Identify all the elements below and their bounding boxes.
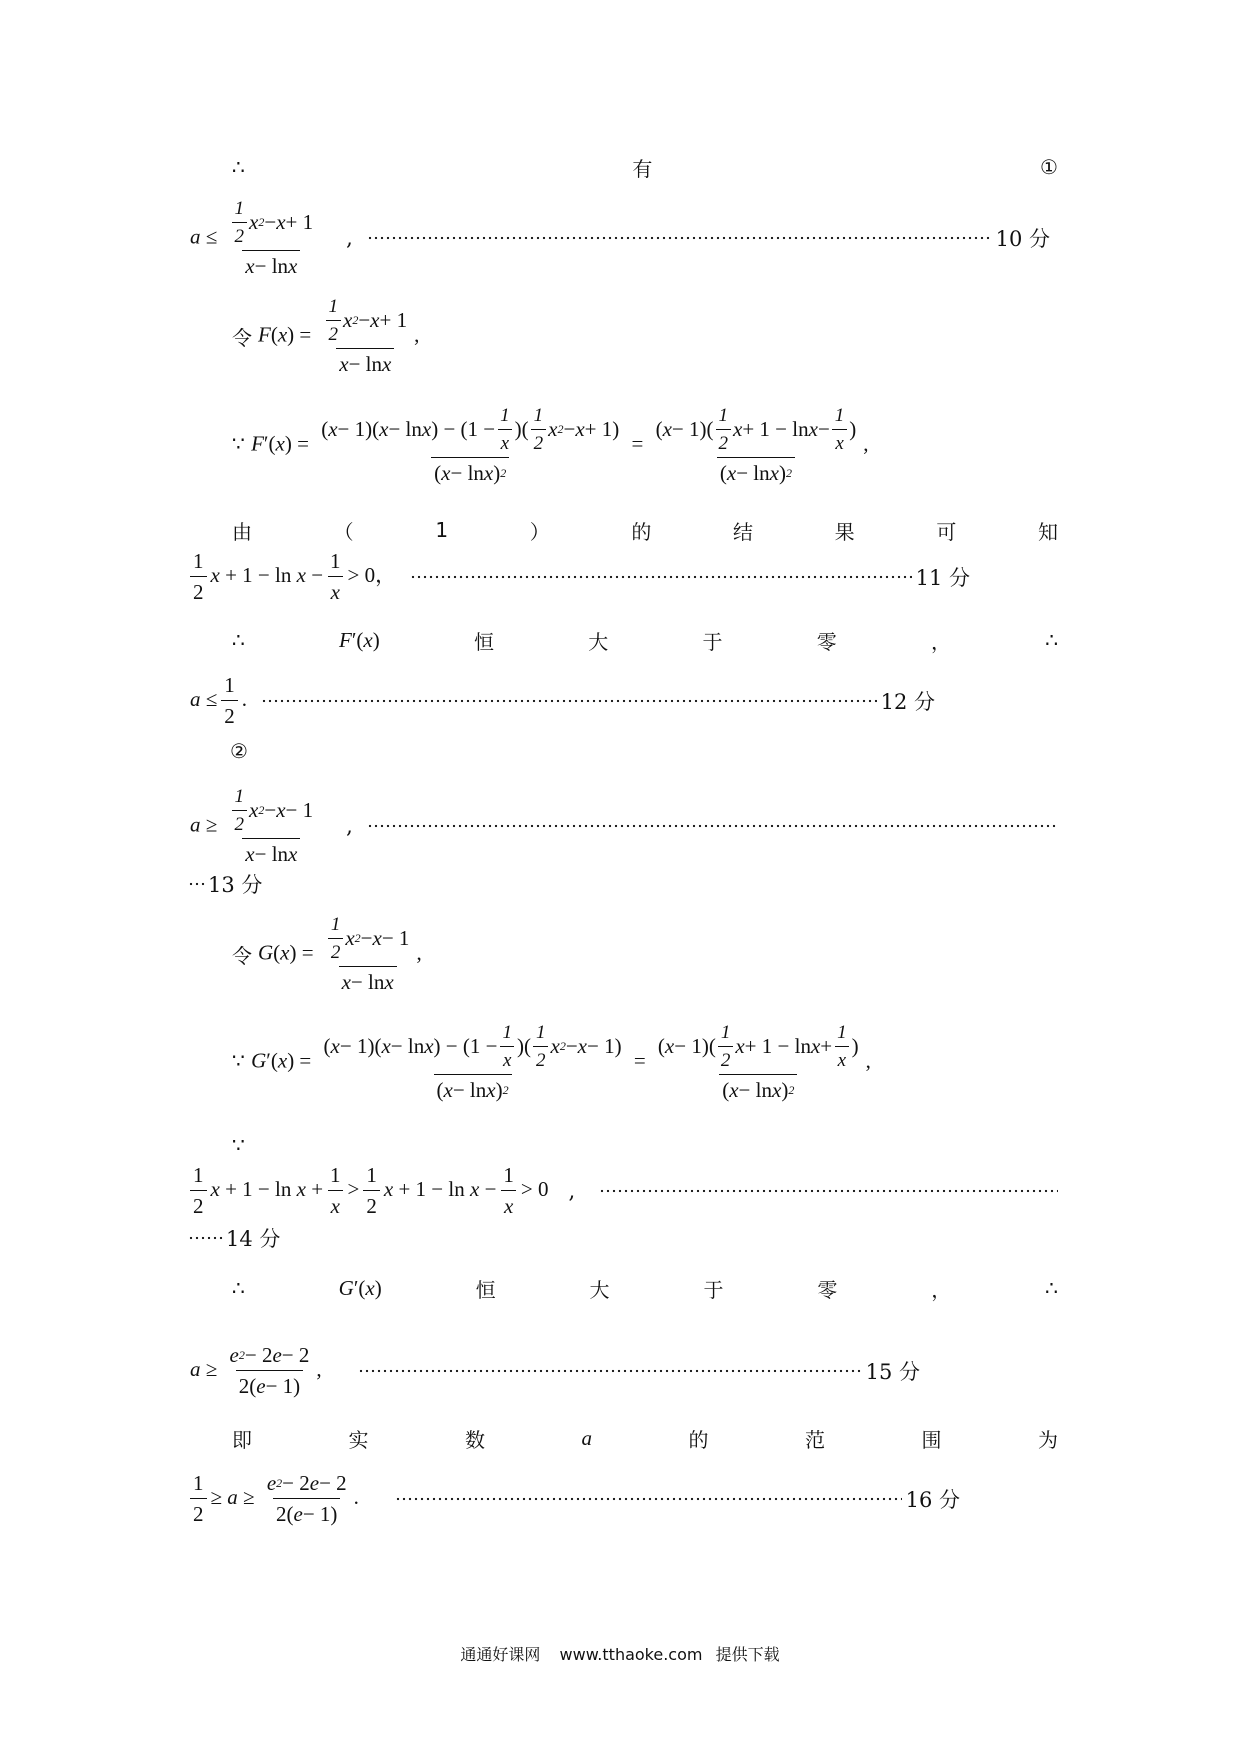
formula-F-def: F(x) = $\frac{1}{2}$ x 2 − x + 1 x − ln x , bbox=[258, 295, 420, 376]
word-let: 令 bbox=[232, 943, 252, 968]
therefore-symbol: ∴ bbox=[232, 155, 245, 179]
inequality-positive-1 bbox=[190, 548, 970, 606]
leader-dots bbox=[410, 575, 911, 579]
page-footer bbox=[0, 1642, 1240, 1665]
formula-G-derivative: ∵ G′(x) = ( x − 1)( x − ln x ) − (1 − $\frac{1}{x}$ )( $\frac{1}{2}$ x 2 − x − 1) ( x − ln x ) 2 = ( x − 1)( $\frac{1}{2}$ x + 1 − ln x + $\frac{1}{x}$ ) ( x − ln x ) 2 , bbox=[232, 1021, 871, 1102]
variable-a: a bbox=[581, 1425, 592, 1450]
leader-dots bbox=[367, 236, 992, 240]
line-F-positive: ∴ F′(x) 恒 大 于 零 ， ∴ bbox=[232, 627, 1058, 654]
line-from-result-1: 由 （ 1 ） 的 结 果 可 知 bbox=[232, 518, 1058, 544]
leader-dots bbox=[188, 1236, 224, 1240]
inequality-a-le: a ≤ $\frac{1}{2}$ x 2 − x + 1 x − ln x , 10 分 bbox=[190, 197, 1050, 278]
formula-a-le-half: a ≤ $\frac{1}{2}$ . bbox=[190, 673, 248, 728]
score-12: 12 分 bbox=[880, 690, 935, 714]
leader-dots bbox=[599, 1189, 1058, 1193]
leader-dots bbox=[395, 1497, 902, 1501]
circled-two: ② bbox=[230, 739, 248, 763]
score-14: 14 分 bbox=[226, 1227, 281, 1251]
formula-inequality-chain: $\frac{1}{2}$ x + 1 − ln x + $\frac{1}{x}$ > $\frac{1}{2}$ x + 1 − ln x − $\frac{1}{x}$ > 0 bbox=[190, 1163, 549, 1219]
footer-site-name: 通通好课网 bbox=[460, 1645, 541, 1664]
formula-F-prime: F′(x) bbox=[338, 627, 380, 652]
leader-dots bbox=[188, 882, 206, 886]
formula-positive-1: $\frac{1}{2}$ x + 1 − ln x − $\frac{1}{x}$ > 0， bbox=[190, 549, 396, 605]
continuation-14 bbox=[188, 1224, 328, 1252]
define-F bbox=[232, 288, 632, 384]
line-therefore-has bbox=[232, 152, 1058, 182]
score-16: 16 分 bbox=[905, 1488, 960, 1512]
word-you: 有 bbox=[632, 156, 653, 181]
derivative-F bbox=[232, 405, 1062, 485]
footer-suffix: 提供下载 bbox=[715, 1645, 780, 1664]
formula-G-prime: G′(x) bbox=[338, 1275, 382, 1300]
formula-F-derivative: ∵ F′(x) = ( x − 1)( x − ln x ) − (1 − $\frac{1}{x}$ )( $\frac{1}{2}$ x 2 − x + 1) ( x − ln x ) 2 = ( x − 1)( $\frac{1}{2}$ x + 1 − ln x − $\frac{1}{x}$ ) ( x − ln x ) 2 , bbox=[232, 404, 869, 485]
leader-dots bbox=[367, 824, 1058, 828]
final-range bbox=[190, 1468, 960, 1530]
formula-G-def: G(x) = $\frac{1}{2}$ x 2 − x − 1 x − ln x , bbox=[258, 913, 422, 994]
leader-dots bbox=[261, 699, 877, 703]
derivative-G bbox=[232, 1022, 1062, 1102]
line-range-of-a: 即 实 数 a 的 范 围 为 bbox=[232, 1425, 1058, 1452]
formula-a-le-fraction: a ≤ $\frac{1}{2}$ x 2 − x + 1 x − ln x bbox=[190, 197, 314, 278]
footer-url: www.tthaoke.com bbox=[559, 1645, 703, 1664]
circled-one: ① bbox=[1040, 155, 1058, 179]
formula-a-ge-fraction: a ≥ $\frac{1}{2}$ x 2 − x − 1 x − ln x bbox=[190, 785, 314, 866]
define-G bbox=[232, 906, 632, 1002]
score-13: 13 分 bbox=[208, 873, 263, 897]
line-G-positive: ∴ G′(x) 恒 大 于 零 ， ∴ bbox=[232, 1275, 1058, 1302]
because-symbol: ∵ bbox=[232, 1133, 245, 1157]
word-let: 令 bbox=[232, 325, 252, 350]
leader-dots bbox=[358, 1369, 862, 1373]
formula-a-ge-e: a ≥ e 2 − 2 e − 2 2( e − 1) , bbox=[190, 1343, 322, 1398]
inequality-chain: $\frac{1}{2}$ x + 1 − ln x + $\frac{1}{x}$ > $\frac{1}{2}$ x + 1 − ln x − $\frac{1}{x}$ > 0 , bbox=[190, 1162, 1058, 1220]
score-10: 10 分 bbox=[995, 227, 1050, 251]
continuation-13 bbox=[188, 870, 328, 898]
score-11: 11 分 bbox=[915, 566, 970, 590]
result-a-ge bbox=[190, 1340, 920, 1402]
score-15: 15 分 bbox=[865, 1360, 920, 1384]
inequality-a-ge: a ≥ $\frac{1}{2}$ x 2 − x − 1 x − ln x , bbox=[190, 778, 1058, 874]
result-a-le-half bbox=[190, 672, 935, 730]
formula-final-range: $\frac{1}{2}$ ≥ a ≥ e 2 − 2 e − 2 2( e − 1) . bbox=[190, 1471, 359, 1527]
